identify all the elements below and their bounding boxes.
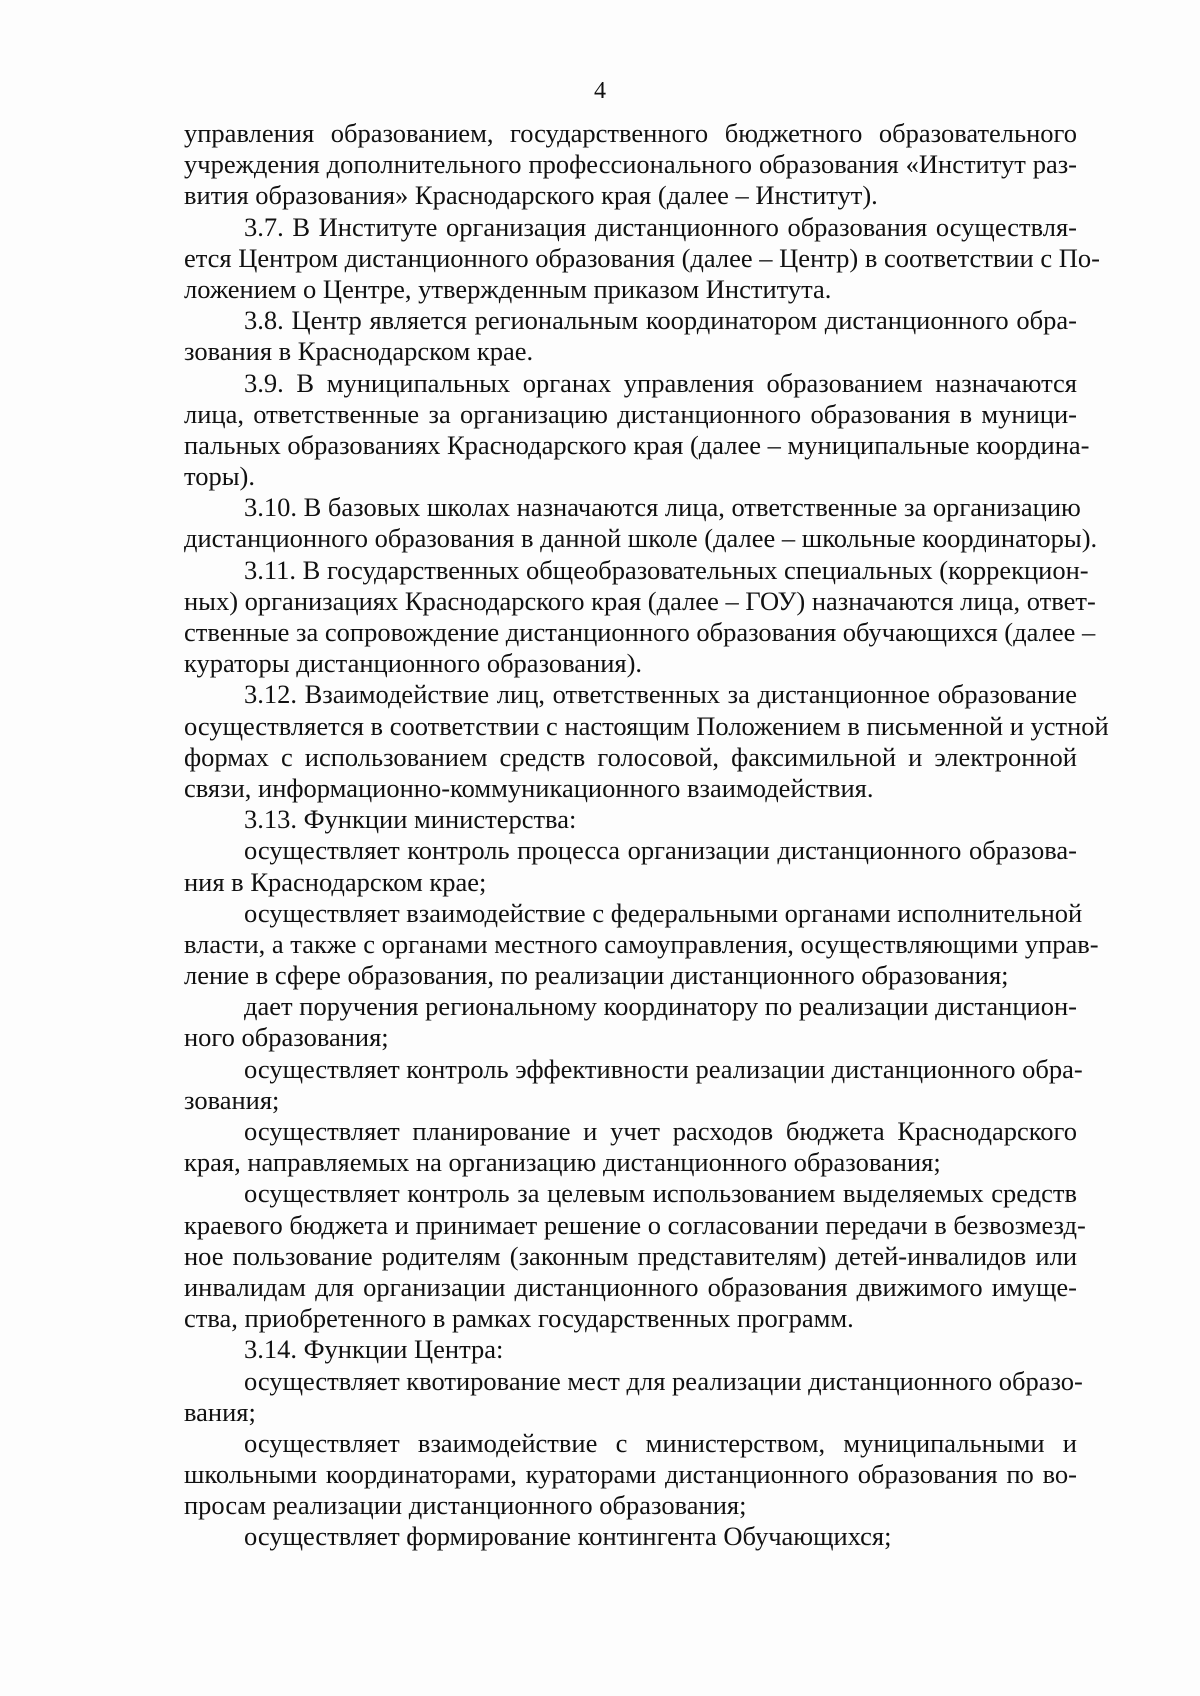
- text-line: [184, 1085, 1077, 1116]
- text-line-content: учреждения дополнительного профессионального образования «Институт раз-: [184, 149, 1077, 180]
- text-line: [184, 928, 1099, 960]
- text-line-content: формах с использованием средств голосовой, факсимильной и электронной: [184, 741, 1077, 772]
- text-line: [184, 1022, 1077, 1053]
- text-line: [184, 648, 1077, 679]
- text-line: [184, 212, 1077, 243]
- text-line-content: ных) организациях Краснодарского края (далее – ГОУ) назначаются лица, ответ-: [184, 585, 1096, 616]
- text-line: [184, 710, 1109, 742]
- text-line: [184, 1397, 1077, 1428]
- text-line: [184, 960, 1077, 991]
- text-line: [184, 1521, 1077, 1552]
- text-line-content: осуществляется в соответствии с настоящим Положением в письменной и устной: [184, 710, 1109, 741]
- text-line: [184, 1303, 1077, 1334]
- text-line-content: связи, информационно-коммуникационного взаимодействия.: [184, 772, 874, 803]
- text-line-content: 3.13. Функции министерства:: [244, 804, 577, 835]
- text-line: [184, 242, 1100, 274]
- text-line: [184, 336, 1077, 367]
- text-line-content: дистанционного образования в данной школе (далее – школьные координаторы).: [184, 523, 1098, 554]
- text-line-content: ного образования;: [184, 1022, 389, 1053]
- text-line-content: осуществляет контроль за целевым использованием выделяемых средств: [244, 1178, 1077, 1209]
- text-line: [184, 399, 1077, 430]
- text-line-content: 3.12. Взаимодействие лиц, ответственных за дистанционное образование: [244, 679, 1077, 710]
- text-line-content: 3.9. В муниципальных органах управления образованием назначаются: [244, 367, 1077, 398]
- text-line-content: осуществляет взаимодействие с министерством, муниципальными и: [244, 1427, 1077, 1458]
- text-line: [184, 1147, 1077, 1178]
- text-line: [184, 1053, 1083, 1085]
- text-line: [184, 804, 1077, 835]
- text-line: [184, 1178, 1077, 1209]
- text-line-content: управления образованием, государственного бюджетного образовательного: [184, 118, 1077, 148]
- text-line: [184, 149, 1077, 180]
- text-line-content: краевого бюджета и принимает решение о согласовании передачи в безвозмезд-: [184, 1209, 1086, 1240]
- text-line-content: 3.14. Функции Центра:: [244, 1334, 504, 1365]
- text-line: [184, 867, 1077, 898]
- text-line-content: ное пользование родителям (законным представителям) детей-инвалидов или: [184, 1240, 1077, 1271]
- text-line-content: 3.7. В Институте организация дистанционного образования осуществля-: [244, 211, 1077, 242]
- text-line: [184, 1365, 1083, 1397]
- text-line-content: ства, приобретенного в рамках государственных программ.: [184, 1303, 854, 1334]
- text-line-content: торы).: [184, 461, 255, 492]
- text-line: [184, 835, 1077, 866]
- text-line: [184, 1459, 1077, 1490]
- text-line-content: 3.11. В государственных общеобразовательных специальных (коррекцион-: [244, 554, 1089, 585]
- text-line: [184, 1241, 1077, 1272]
- text-line-content: школьными координаторами, кураторами дистанционного образования по во-: [184, 1459, 1077, 1490]
- text-line: [184, 773, 1077, 804]
- text-line-content: лица, ответственные за организацию дистанционного образования в муници-: [184, 398, 1077, 429]
- text-line: [184, 679, 1077, 710]
- text-line: [184, 1428, 1077, 1459]
- text-line: [184, 585, 1096, 617]
- text-line: [184, 429, 1090, 461]
- text-line: [184, 617, 1096, 648]
- text-line: [184, 461, 1077, 492]
- text-line: [184, 492, 1081, 523]
- text-line-content: вания;: [184, 1396, 256, 1427]
- text-line-content: дает поручения региональному координатору по реализации дистанцион-: [244, 991, 1077, 1022]
- text-line-content: инвалидам для организации дистанционного образования движимого имуще-: [184, 1271, 1077, 1302]
- text-line: [184, 1209, 1086, 1241]
- text-line: [184, 742, 1077, 773]
- text-line-content: зования;: [184, 1084, 280, 1115]
- text-line: [184, 523, 1098, 554]
- text-line-content: края, направляемых на организацию дистанционного образования;: [184, 1147, 941, 1178]
- text-line: [184, 1116, 1077, 1147]
- text-line-content: ственные за сопровождение дистанционного образования обучающихся (далее –: [184, 617, 1096, 647]
- text-line: [184, 118, 1077, 149]
- text-line: [184, 1490, 1077, 1521]
- page-number: 4: [594, 78, 606, 104]
- text-line: [184, 368, 1077, 399]
- text-line-content: ния в Краснодарском крае;: [184, 866, 487, 897]
- text-line-content: власти, а также с органами местного самоуправления, осуществляющими управ-: [184, 928, 1099, 959]
- text-line-content: осуществляет планирование и учет расходов бюджета Краснодарского: [244, 1116, 1077, 1146]
- text-line-content: ется Центром дистанционного образования (далее – Центр) в соответствии с По-: [184, 242, 1100, 273]
- text-line-content: осуществляет квотирование мест для реализации дистанционного образо-: [244, 1365, 1083, 1396]
- text-line: [184, 180, 1077, 211]
- text-line: [184, 305, 1077, 336]
- text-line-content: осуществляет контроль процесса организации дистанционного образова-: [244, 835, 1077, 866]
- text-line: [184, 554, 1089, 586]
- text-line-content: 3.8. Центр является региональным координатором дистанционного обра-: [244, 305, 1077, 336]
- text-line-content: 3.10. В базовых школах назначаются лица, ответственные за организацию: [244, 492, 1081, 523]
- document-body: [184, 118, 1109, 1553]
- text-line-content: осуществляет взаимодействие с федеральными органами исполнительной: [244, 897, 1083, 928]
- text-line: [184, 1334, 1077, 1365]
- text-line-content: ление в сфере образования, по реализации дистанционного образования;: [184, 960, 1009, 991]
- text-line: [184, 991, 1077, 1022]
- text-line-content: осуществляет формирование контингента Обучающихся;: [244, 1521, 892, 1552]
- text-line: [184, 1272, 1077, 1303]
- text-line-content: осуществляет контроль эффективности реализации дистанционного обра-: [244, 1053, 1083, 1084]
- text-line-content: кураторы дистанционного образования).: [184, 648, 643, 679]
- text-line-content: ложением о Центре, утвержденным приказом Института.: [184, 273, 832, 304]
- text-line-content: зования в Краснодарском крае.: [184, 336, 534, 367]
- text-line-content: пальных образованиях Краснодарского края (далее – муниципальные координа-: [184, 429, 1090, 460]
- text-line: [184, 274, 1077, 305]
- text-line-content: вития образования» Краснодарского края (далее – Институт).: [184, 180, 878, 211]
- text-line: [184, 897, 1083, 929]
- text-line-content: просам реализации дистанционного образования;: [184, 1490, 747, 1521]
